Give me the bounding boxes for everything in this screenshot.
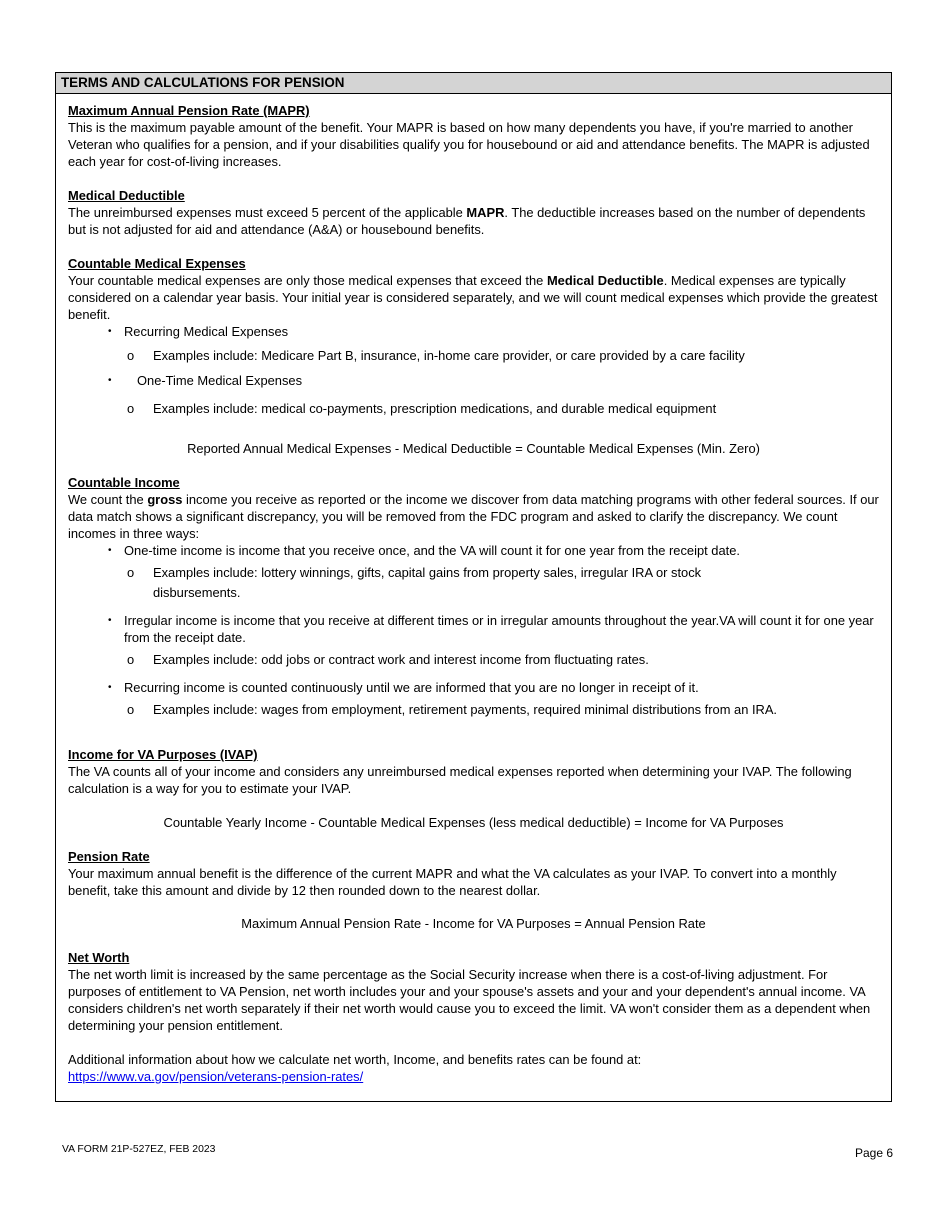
- medical-deductible-text: The unreimbursed expenses must exceed 5 percent of the applicable MAPR. The deductible increases based on the number of dependents but is not adjusted for aid and attendance (A&A) or housebound benefits.: [68, 205, 866, 237]
- countable-medical-title: Countable Medical Expenses: [68, 256, 246, 271]
- pension-rates-link[interactable]: https://www.va.gov/pension/veterans-pension-rates/: [68, 1069, 364, 1084]
- list-item: • Recurring Medical Expenses: [108, 324, 289, 339]
- medical-deductible-title: Medical Deductible: [68, 188, 185, 203]
- countable-income-title: Countable Income: [68, 475, 180, 490]
- bullet-icon: •: [108, 682, 112, 693]
- bullet-icon: •: [108, 326, 112, 337]
- net-worth-text: The net worth limit is increased by the same percentage as the Social Security increase when there is a cost-of-living adjustment. For purposes of entitlement to VA Pension, net worth includes your and your spouse's assets and your and your dependent's annual income. VA considers children's net worth separately if their net worth would cause you to exceed the limit. VA won't consider them as a dependent when determining your pension entitlement.: [68, 967, 871, 1033]
- section-header: TERMS AND CALCULATIONS FOR PENSION: [56, 73, 891, 94]
- page-number: Page 6: [855, 1146, 894, 1160]
- list-item: o Examples include: lottery winnings, gifts, capital gains from property sales, irregular IRA or stock disbursements.: [127, 565, 702, 600]
- bullet-icon: •: [108, 375, 112, 386]
- form-id: VA FORM 21P-527EZ, FEB 2023: [62, 1144, 216, 1155]
- list-item: o Examples include: medical co-payments, prescription medications, and durable medical equipment: [127, 401, 717, 416]
- ivap-formula: Countable Yearly Income - Countable Medical Expenses (less medical deductible) = Income for VA Purposes: [163, 815, 784, 830]
- circle-bullet-icon: o: [127, 348, 135, 363]
- ivap-text: The VA counts all of your income and considers any unreimbursed medical expenses reported when determining your IVAP. The following calculation is a way for you to estimate your IVAP.: [68, 764, 852, 796]
- pension-rate-title: Pension Rate: [68, 849, 150, 864]
- circle-bullet-icon: o: [127, 401, 135, 416]
- list-item: o Examples include: Medicare Part B, insurance, in-home care provider, or care provided by a care facility: [127, 348, 745, 363]
- terms-content: [56, 94, 891, 1085]
- list-item: • Irregular income is income that you receive at different times or in irregular amounts throughout the year.VA will count it for one year from the receipt date.: [108, 613, 874, 645]
- medical-formula: Reported Annual Medical Expenses - Medical Deductible = Countable Medical Expenses (Min. Zero): [187, 441, 760, 456]
- bullet-icon: •: [108, 545, 112, 556]
- list-item: o Examples include: odd jobs or contract work and interest income from fluctuating rates.: [127, 652, 649, 667]
- list-item: • One-time income is income that you receive once, and the VA will count it for one year from the receipt date.: [108, 543, 740, 558]
- pension-formula: Maximum Annual Pension Rate - Income for VA Purposes = Annual Pension Rate: [241, 916, 706, 931]
- circle-bullet-icon: o: [127, 565, 135, 580]
- terms-box: [55, 72, 892, 1102]
- ivap-title: Income for VA Purposes (IVAP): [68, 747, 258, 762]
- additional-info-text: Additional information about how we calculate net worth, Income, and benefits rates can be found at:: [68, 1052, 642, 1067]
- countable-income-text: We count the gross income you receive as reported or the income we discover from data matching programs with other federal sources. If our data match shows a significant discrepancy, you will be removed from the FDC program and asked to clarify the discrepancy. We count incomes in three ways:: [68, 492, 879, 541]
- mapr-text: This is the maximum payable amount of the benefit. Your MAPR is based on how many dependents you have, if you're married to another Veteran who qualifies for a pension, and if your disabilities qualify you for housebound or aid and attendance benefits. The MAPR is adjusted each year for cost-of-living increases.: [68, 120, 870, 169]
- circle-bullet-icon: o: [127, 652, 135, 667]
- list-item: • One-Time Medical Expenses: [108, 373, 303, 388]
- mapr-title: Maximum Annual Pension Rate (MAPR): [68, 103, 310, 118]
- circle-bullet-icon: o: [127, 702, 135, 717]
- pension-rate-text: Your maximum annual benefit is the difference of the current MAPR and what the VA calculates as your IVAP. To convert into a monthly benefit, take this amount and divide by 12 then rounded down to the nearest dollar.: [68, 866, 837, 898]
- list-item: • Recurring income is counted continuously until we are informed that you are no longer in receipt of it.: [108, 680, 699, 695]
- countable-medical-text: Your countable medical expenses are only those medical expenses that exceed the Medical Deductible. Medical expenses are typically considered on a calendar year basis. Your initial year is considered separately, and we will count medical expenses which provide the greatest benefit.: [68, 273, 878, 322]
- net-worth-title: Net Worth: [68, 950, 130, 965]
- list-item: o Examples include: wages from employment, retirement payments, required minimal distributions from an IRA.: [127, 702, 778, 717]
- bullet-icon: •: [108, 615, 112, 626]
